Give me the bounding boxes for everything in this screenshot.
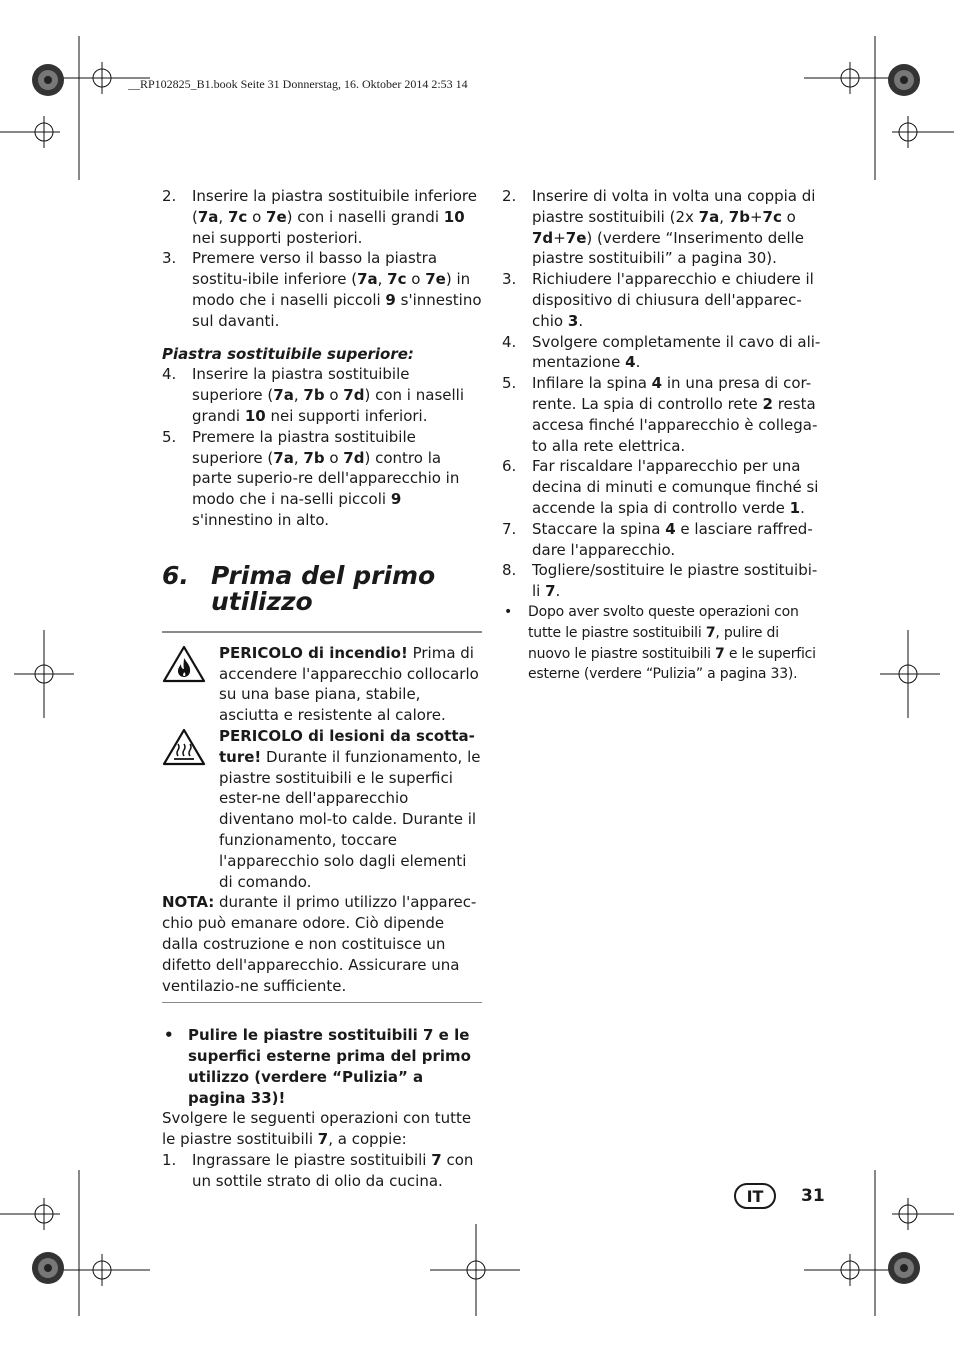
list-item: 2. Inserire la piastra sostituibile inferiore (7a, 7c o 7e) con i naselli grandi 10 nei supporti posteriori. — [162, 187, 477, 247]
left-column — [162, 186, 482, 1192]
fire-warning-icon — [162, 645, 206, 689]
list-item: 2. Inserire di volta in volta una coppia di piastre sostituibili (2x 7a, 7b+7c o 7d+7e) (verdere “Inserimento delle piastre sostituibili” a pagina 30). — [502, 187, 816, 268]
upper-plate-subheading: Piastra sostituibile superiore: — [162, 344, 414, 363]
note-divider — [162, 1002, 482, 1003]
language-badge: IT — [734, 1183, 776, 1209]
list-item: 8. Togliere/sostituire le piastre sostituibi-li 7. — [502, 561, 818, 601]
preparation-steps — [162, 1150, 482, 1192]
lower-plate-steps — [162, 186, 482, 332]
list-item: 7. Staccare la spina 4 e lasciare raffred-dare l'apparecchio. — [502, 519, 813, 559]
list-item: 4. Svolgere completamente il cavo di ali-mentazione 4. — [502, 332, 821, 372]
list-item: 6. Far riscaldare l'apparecchio per una decina di minuti e comunque finché si accende la spia di controllo verde 1. — [502, 457, 819, 517]
list-item: 3. Richiudere l'apparecchio e chiudere il dispositivo di chiusura dell'apparec-chio 3. — [502, 270, 814, 330]
hot-surface-icon — [162, 728, 206, 772]
list-item: 1. Ingrassare le piastre sostituibili 7 con un sottile strato di olio da cucina. — [162, 1151, 474, 1190]
section-divider — [162, 631, 482, 633]
cleaning-again-bullet: • Dopo aver svolto queste operazioni con tutte le piastre sostituibili 7, pulire di nuovo le piastre sostituibili 7 e le superfici esterne (verdere “Pulizia” a pagina 33). — [504, 603, 816, 683]
list-item: 4. Inserire la piastra sostituibile superiore (7a, 7b o 7d) con i naselli grandi 10 nei supporti inferiori. — [162, 365, 464, 425]
list-item: 5. Infilare la spina 4 in una presa di cor-rente. La spia di controllo rete 2 resta accesa finché l'apparecchio è collega-to alla rete elettrica. — [502, 374, 818, 455]
burn-warning: PERICOLO di lesioni da scotta-ture! Durante il funzionamento, le piastre sostituibili e le superfici ester-ne dell'apparecchio diventano mol-to calde. Durante il funzionamento, toccare l'apparecchio solo dagli elementi di comando. — [162, 726, 482, 892]
cleaning-bullet: • Pulire le piastre sostituibili 7 e le superfici esterne prima del primo utilizzo (verdere “Pulizia” a pagina 33)! — [164, 1026, 471, 1107]
section-title: 6. Prima del primo utilizzo — [162, 560, 436, 616]
page-footer — [734, 1183, 825, 1209]
print-info-header: __RP102825_B1.book Seite 31 Donnerstag, 16. Oktober 2014 2:53 14 — [128, 77, 468, 91]
list-item: 3. Premere verso il basso la piastra sostitu-ibile inferiore (7a, 7c o 7e) in modo che i naselli piccoli 9 s'innestino sul davanti. — [162, 249, 482, 330]
fire-warning: PERICOLO di incendio! Prima di accendere l'apparecchio collocarlo su una base piana, stabile, asciutta e resistente al calore. — [162, 643, 482, 726]
first-use-steps — [502, 186, 822, 602]
note-paragraph: NOTA: durante il primo utilizzo l'apparec-chio può emanare odore. Ciò dipende dalla costruzione e non costituisce un difetto dell'apparecchio. Assicurare una ventilazio-ne sufficiente. — [162, 893, 477, 995]
list-item: 5. Premere la piastra sostituibile superiore (7a, 7b o 7d) contro la parte superio-re dell'apparecchio in modo che i na-selli piccoli 9 s'innestino in alto. — [162, 427, 460, 529]
intro-paragraph: Svolgere le seguenti operazioni con tutte le piastre sostituibili 7, a coppie: — [162, 1109, 472, 1149]
right-column — [502, 186, 822, 685]
page-number: 31 — [801, 1186, 825, 1206]
upper-plate-steps — [162, 364, 482, 530]
